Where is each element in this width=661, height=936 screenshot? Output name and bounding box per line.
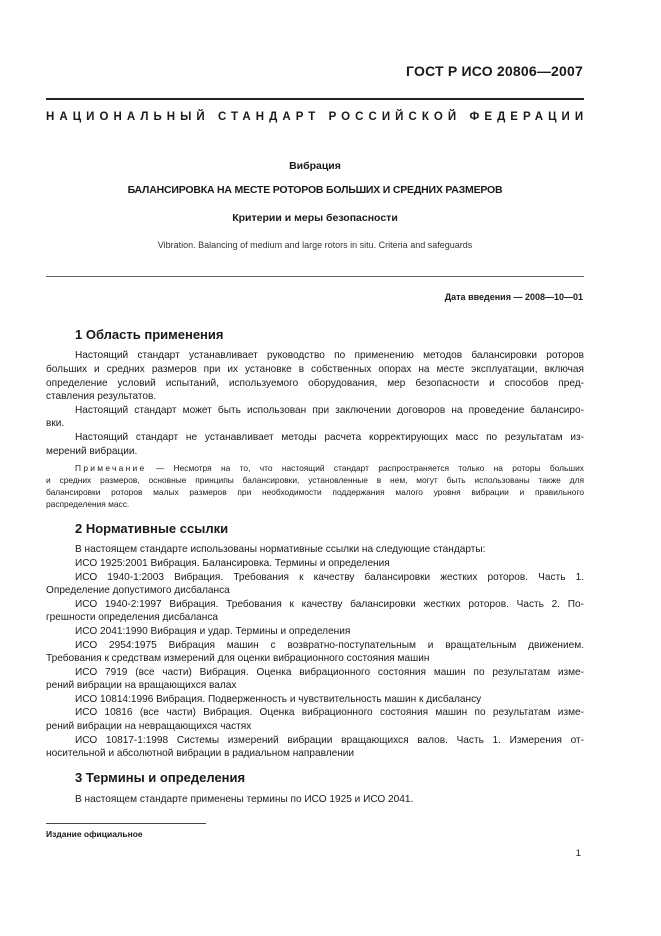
s1-p1-line: больших и средних размеров при их установке в собственных опорах на месте эксплуатации, включая <box>46 364 584 375</box>
s1-p3-line: Настоящий стандарт не устанавливает методы расчета корректирующих масс по результатам из- <box>75 432 584 443</box>
s2-line: носительной и абсолютной вибрации в радиальном направлении <box>46 748 355 759</box>
s2-line: ИСО 10817-1:1998 Системы измерений вибрации вращающихся валов. Часть 1. Измерения от- <box>75 735 584 746</box>
s1-note-line: балансировки роторов малых размеров при необходимости поддержания малого уровня вибрации и правильного <box>46 487 584 497</box>
section-3-heading: 3 Термины и определения <box>75 770 246 785</box>
s2-line: грешности определения дисбаланса <box>46 612 219 623</box>
s1-p1-line: Настоящий стандарт устанавливает руководство по применению методов балансировки роторов <box>75 350 584 361</box>
s2-line: рений вибрации на невращающихся частях <box>46 721 252 732</box>
s2-line: ИСО 7919 (все части) Вибрация. Оценка вибрационного состояния машин по результатам изме- <box>75 667 584 678</box>
s2-line: Определение допустимого дисбаланса <box>46 585 230 596</box>
s1-p1-line: определение условий испытаний, используемого оборудования, мер безопасности и способов пред- <box>46 378 584 389</box>
s2-line: ИСО 2041:1990 Вибрация и удар. Термины и определения <box>75 626 351 637</box>
introduction-date: Дата введения — 2008—10—01 <box>444 292 583 302</box>
s2-line: ИСО 2954:1975 Вибрация машин с возвратно-поступательным и вращательным движением. <box>75 640 584 651</box>
s2-line: Требования к средствам измерений для оценки вибрационного состояния машин <box>46 653 430 664</box>
title-english: Vibration. Balancing of medium and large rotors in situ. Criteria and safeguards <box>157 240 473 250</box>
s1-note-line-1 <box>75 463 584 473</box>
s2-line: В настоящем стандарте использованы нормативные ссылки на следующие стандарты: <box>75 544 486 555</box>
section-2-heading: 2 Нормативные ссылки <box>75 521 229 536</box>
s2-line: рений вибрации на вращающихся валах <box>46 680 237 691</box>
title-separator <box>46 276 584 277</box>
note-label: Примечание <box>75 463 147 473</box>
s2-line: ИСО 1940-2:1997 Вибрация. Требования к качеству балансировки жестких роторов. Часть 2. По- <box>75 599 584 610</box>
footer-rule <box>46 823 206 824</box>
national-standard-banner: НАЦИОНАЛЬНЫЙ СТАНДАРТ РОССИЙСКОЙ ФЕДЕРАЦИИ <box>46 111 589 123</box>
s1-note-line: распределения масс. <box>46 499 130 509</box>
s3-text: В настоящем стандарте применены термины по ИСО 1925 и ИСО 2041. <box>75 794 414 805</box>
s2-line: ИСО 10814:1996 Вибрация. Подверженность и чувствительность машин к дисбалансу <box>75 694 482 705</box>
s2-line: ИСО 10816 (все части) Вибрация. Оценка вибрационного состояния машин по результатам изме- <box>75 707 584 718</box>
s1-p3-line: мерений вибрации. <box>46 446 138 457</box>
section-1-heading: 1 Область применения <box>75 327 224 342</box>
s1-note-line: и средних размеров, основные принципы балансировки, установленные в нем, могут быть использованы также для <box>46 475 584 485</box>
note-text: — Несмотря на то, что настоящий стандарт распространяется только на роторы больших <box>146 463 584 473</box>
page-number: 1 <box>575 848 581 859</box>
title-main: БАЛАНСИРОВКА НА МЕСТЕ РОТОРОВ БОЛЬШИХ И СРЕДНИХ РАЗМЕРОВ <box>127 184 503 196</box>
edition-label: Издание официальное <box>46 829 143 839</box>
document-code: ГОСТ Р ИСО 20806—2007 <box>406 63 583 79</box>
s2-line: ИСО 1925:2001 Вибрация. Балансировка. Термины и определения <box>75 558 390 569</box>
s1-p1-line: ставления результатов. <box>46 391 157 402</box>
title-subtitle: Критерии и меры безопасности <box>232 212 398 224</box>
s1-p2-line: вки. <box>46 418 65 429</box>
s2-line: ИСО 1940-1:2003 Вибрация. Требования к качеству балансировки жестких роторов. Часть 1. <box>75 572 584 583</box>
title-topic: Вибрация <box>289 160 341 172</box>
header-rule-thick <box>46 98 584 100</box>
s1-p2-line: Настоящий стандарт может быть использован при заключении договоров на проведение балансиро- <box>75 405 584 416</box>
